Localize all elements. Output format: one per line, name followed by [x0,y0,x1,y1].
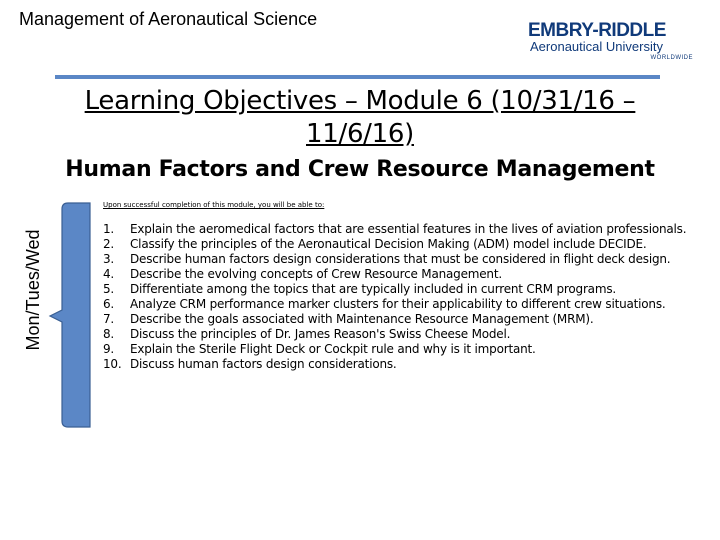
item-number: 5. [103,282,115,296]
item-text: Classify the principles of the Aeronautical Decision Making (ADM) model include DECIDE. [130,237,647,251]
item-text: Discuss human factors design considerations. [130,357,397,371]
item-number: 4. [103,267,115,281]
list-item [103,357,703,372]
list-item [103,297,703,312]
item-text: Differentiate among the topics that are typically included in current CRM programs. [130,282,616,296]
objectives-list [103,222,703,372]
item-number: 2. [103,237,115,251]
list-item [103,312,703,327]
item-text: Discuss the principles of Dr. James Reason's Swiss Cheese Model. [130,327,511,341]
item-number: 8. [103,327,115,341]
intro-text: Upon successful completion of this module, you will be able to: [103,201,325,209]
days-side-label: Mon/Tues/Wed [23,229,43,351]
item-text: Analyze CRM performance marker clusters for their applicability to different crew situations. [130,297,666,311]
logo-wordmark: EMBRY-RIDDLE [528,20,666,41]
item-number: 1. [103,222,115,236]
list-item [103,237,703,252]
item-text: Describe the goals associated with Maintenance Resource Management (MRM). [130,312,594,326]
course-title: Management of Aeronautical Science [19,9,318,29]
list-item [103,342,703,357]
list-item [103,252,703,267]
item-number: 9. [103,342,115,356]
list-item [103,327,703,342]
item-number: 3. [103,252,115,266]
list-item [103,222,703,237]
logo-subtitle: Aeronautical University [530,39,663,54]
item-number: 7. [103,312,115,326]
item-number: 10. [103,357,122,371]
header-divider [55,75,660,79]
logo-tagline: WORLDWIDE [650,55,693,61]
embry-riddle-logo [528,20,693,66]
left-brace-icon [44,200,94,430]
list-item [103,267,703,282]
list-item [103,282,703,297]
item-text: Describe human factors design considerations that must be considered in flight deck design. [130,252,671,266]
slide-title: Learning Objectives – Module 6 (10/31/16 – 11/6/16) [84,86,636,149]
item-text: Explain the aeromedical factors that are essential features in the lives of aviation professionals. [130,222,687,236]
item-text: Describe the evolving concepts of Crew Resource Management. [130,267,502,281]
item-text: Explain the Sterile Flight Deck or Cockpit rule and why is it important. [130,342,536,356]
slide-subtitle: Human Factors and Crew Resource Management [65,157,655,182]
item-number: 6. [103,297,115,311]
